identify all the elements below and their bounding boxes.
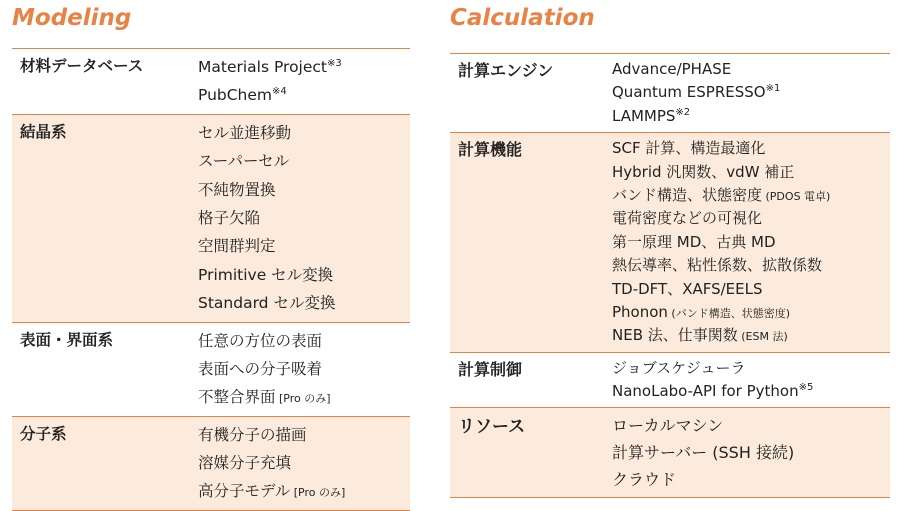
feature-item (198, 81, 410, 109)
feature-text: LAMMPS (612, 106, 676, 125)
feature-text: 計算サーバー (SSH 接続) (612, 443, 795, 463)
feature-text: ローカルマシン (612, 416, 724, 436)
feature-item (612, 105, 890, 128)
feature-text: Standard セル変換 (198, 294, 336, 313)
section-items (612, 58, 890, 128)
feature-item (612, 231, 890, 254)
feature-item (198, 477, 410, 505)
section-title: 結晶系 (20, 122, 67, 141)
feature-item (198, 289, 410, 317)
feature-item (612, 207, 890, 230)
feature-item (612, 466, 890, 493)
feature-item (612, 58, 890, 81)
section-items (612, 357, 890, 404)
feature-text: クラウド (612, 470, 677, 490)
feature-text: スーパーセル (198, 152, 290, 171)
feature-qualifier: [Pro のみ] (275, 392, 331, 406)
feature-qualifier: (PDOS 電卓) (762, 189, 831, 203)
feature-item (198, 176, 410, 204)
feature-item (612, 439, 890, 466)
section-items (198, 327, 410, 412)
feature-item (198, 421, 410, 449)
feature-item (612, 81, 890, 104)
modeling-section (12, 323, 410, 417)
feature-text: NanoLabo-API for Python (612, 382, 799, 401)
feature-text: Hybrid 汎関数、vdW 補正 (612, 162, 795, 181)
section-title: 計算エンジン (458, 61, 554, 80)
feature-text: ジョブスケジューラ (612, 358, 746, 377)
feature-item (612, 324, 890, 347)
feature-item (198, 147, 410, 175)
feature-text: 不整合界面 (198, 388, 276, 407)
feature-item (612, 161, 890, 184)
feature-item (612, 137, 890, 160)
feature-item (612, 380, 890, 403)
calculation-heading: Calculation (450, 5, 595, 31)
feature-item (198, 449, 410, 477)
modeling-section (12, 115, 410, 323)
feature-qualifier: (バンド構造、状態密度) (667, 306, 791, 320)
feature-item (198, 204, 410, 232)
feature-item (198, 53, 410, 81)
feature-text: バンド構造、状態密度 (612, 185, 763, 204)
feature-text: SCF 計算、構造最適化 (612, 139, 766, 158)
footnote-marker: ※3 (327, 57, 342, 69)
feature-text: TD-DFT、XAFS/EELS (612, 279, 763, 298)
feature-item (198, 383, 410, 411)
feature-item (612, 254, 890, 277)
footnote-marker: ※4 (272, 86, 287, 98)
feature-item (612, 357, 890, 380)
feature-item (198, 232, 410, 260)
feature-text: 第一原理 MD、古典 MD (612, 232, 776, 251)
feature-text: 有機分子の描画 (198, 425, 307, 444)
calculation-table (450, 53, 890, 498)
feature-item (612, 278, 890, 301)
feature-item (198, 261, 410, 289)
section-title: リソース (458, 417, 526, 438)
feature-text: Advance/PHASE (612, 60, 732, 78)
section-items (198, 53, 410, 110)
feature-text: Quantum ESPRESSO (612, 83, 766, 102)
calculation-section (450, 353, 890, 409)
feature-text: Materials Project (198, 58, 328, 76)
feature-text: 不純物置換 (198, 180, 276, 199)
section-items (198, 119, 410, 318)
feature-item (198, 119, 410, 147)
section-title: 計算制御 (458, 359, 523, 379)
feature-item (612, 412, 890, 439)
footnote-marker: ※2 (675, 106, 691, 118)
section-items (612, 137, 890, 348)
section-title: 分子系 (20, 424, 67, 443)
feature-text: Primitive セル変換 (198, 265, 334, 284)
section-items (612, 412, 890, 493)
section-title: 計算機能 (458, 140, 523, 160)
feature-text: 表面への分子吸着 (198, 359, 323, 378)
calculation-section (450, 54, 890, 133)
modeling-section (12, 417, 410, 511)
feature-text: 空間群判定 (198, 237, 276, 256)
footnote-marker: ※5 (798, 382, 814, 394)
footnote-marker: ※1 (765, 83, 781, 95)
feature-text: 電荷密度などの可視化 (612, 209, 763, 228)
section-items (198, 421, 410, 506)
modeling-heading: Modeling (12, 5, 132, 31)
calculation-section (450, 408, 890, 498)
feature-text: NEB 法、仕事関数 (612, 326, 738, 345)
section-title: 材料データベース (20, 57, 144, 75)
modeling-section (12, 49, 410, 115)
feature-text: PubChem (198, 86, 273, 105)
feature-item (198, 355, 410, 383)
section-title: 表面・界面系 (20, 330, 114, 349)
feature-item (612, 184, 890, 207)
feature-text: 任意の方位の表面 (198, 331, 323, 350)
feature-qualifier: [Pro のみ] (290, 486, 346, 500)
feature-text: 溶媒分子充填 (198, 454, 292, 473)
feature-item (612, 301, 890, 324)
feature-text: 熱伝導率、粘性係数、拡散係数 (612, 256, 823, 275)
feature-item (198, 327, 410, 355)
feature-text: Phonon (612, 302, 668, 321)
feature-text: 格子欠陥 (198, 208, 261, 227)
feature-text: 高分子モデル (198, 482, 291, 501)
feature-qualifier: (ESM 法) (737, 330, 788, 344)
modeling-table (12, 48, 410, 511)
feature-text: セル並進移動 (198, 123, 292, 142)
calculation-section (450, 133, 890, 353)
